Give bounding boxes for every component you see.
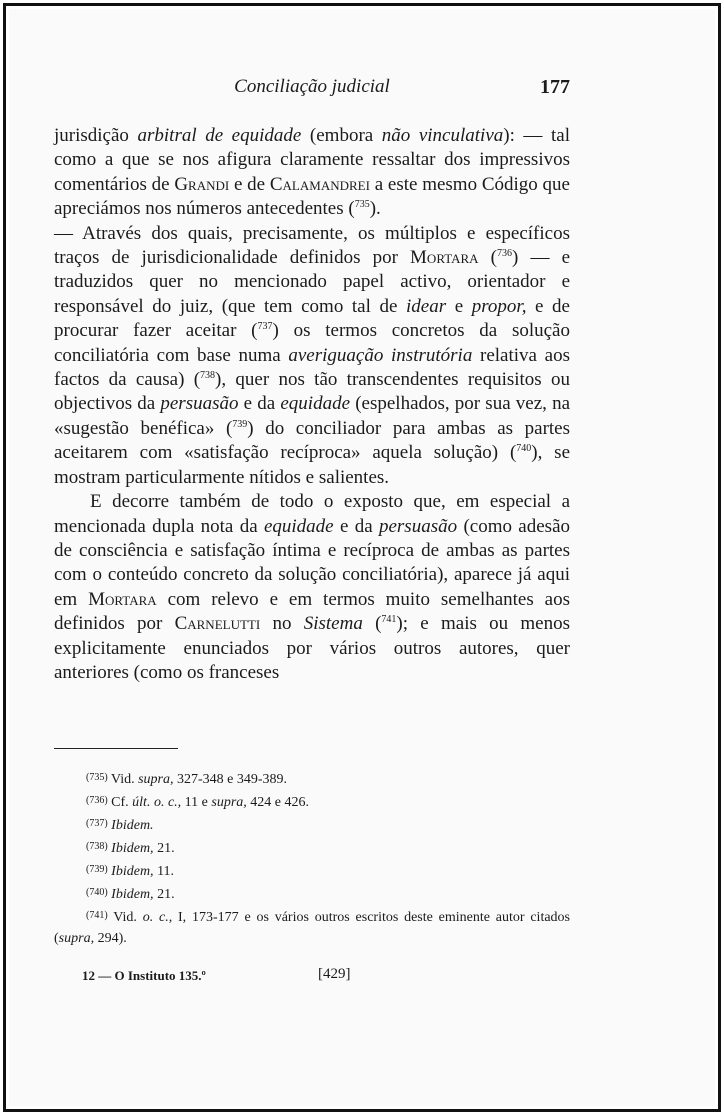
italic-run: supra, [211, 795, 247, 810]
text-run: I, 173-177 e os vários outros escritos deste eminente autor citados ( [54, 910, 570, 946]
text-run: ), se mostram particularmente nítidos e salientes. [54, 442, 571, 488]
text-run: com relevo e em termos muito semelhantes aos definidos por [54, 588, 570, 635]
paragraph-2 [54, 222, 570, 490]
body-text [54, 124, 570, 685]
text-run: e [446, 295, 472, 317]
footnote-735 [54, 767, 570, 790]
page-footer [82, 966, 502, 986]
text-run: Cf. [111, 795, 133, 810]
footnote-mark: (739) [86, 864, 108, 875]
footnote-740 [54, 882, 570, 905]
text-run: ( [478, 247, 498, 269]
text-run: 327-348 e 349-389. [173, 772, 288, 787]
text-run: (embora [301, 125, 382, 146]
italic-run: não vinculativa [381, 125, 504, 146]
paragraph-3 [54, 490, 570, 685]
footnote-ref: 737 [257, 321, 273, 333]
text-run: ( [362, 613, 382, 635]
footnote-ref: 735 [354, 199, 370, 211]
italic-run: propor, [471, 295, 527, 317]
footnote-739 [54, 859, 570, 882]
footnote-mark: (740) [86, 887, 108, 898]
text-run: 11 e [181, 795, 212, 810]
footnote-ref: 738 [200, 370, 216, 382]
running-title: Conciliação judicial [234, 76, 390, 97]
italic-run: últ. o. c., [132, 795, 182, 810]
footnote-ref: 741 [381, 614, 397, 626]
footnote-741 [54, 905, 570, 949]
author-name: Mortara [88, 588, 157, 610]
italic-run: supra, [58, 931, 95, 946]
italic-run: supra, [138, 772, 174, 787]
text-run: e de procurar fazer aceitar ( [54, 295, 570, 342]
italic-run: persuasão [160, 393, 239, 415]
italic-run: Ibidem. [111, 818, 154, 833]
italic-run: Ibidem, [111, 841, 154, 856]
text-run: ): — tal como a que se nos afigura claramente ressaltar dos impressivos comentários de [54, 125, 570, 195]
italic-run: idear [406, 295, 447, 317]
italic-run: persuasão [378, 515, 458, 537]
footnote-737 [54, 813, 570, 836]
italic-run: Ibidem, [111, 864, 154, 879]
text-run: e da [238, 393, 281, 415]
italic-run: o. c., [142, 910, 173, 925]
italic-run: arbitral de equidade [137, 125, 302, 146]
text-run: ) — e traduzidos quer no mencionado papel activo, orientador e responsável do juiz, (que tem como tal de [54, 247, 571, 317]
text-run: ) do conciliador para ambas as partes aceitarem com «satisfação recíproca» aquela solução) ( [54, 417, 571, 464]
paragraph-1 [54, 124, 570, 222]
footnote-mark: (737) [86, 818, 108, 829]
footnote-mark: (735) [86, 772, 108, 783]
italic-run: averiguação instrutória [288, 344, 473, 366]
author-name: Grandi [174, 173, 230, 195]
text-run: 294). [94, 931, 127, 946]
italic-run: equidade [280, 393, 351, 415]
text-run: 11. [153, 864, 175, 879]
text-run: — Através dos quais, precisamente, os múltiplos e específicos traços de jurisdicionalidade definidos por [54, 222, 570, 269]
footnote-mark: (741) [86, 910, 108, 921]
signature-mark: 12 — O Instituto 135.º [82, 968, 206, 983]
original-page-number: [429] [318, 966, 351, 982]
text-run: ). [369, 198, 381, 220]
text-run: no [260, 613, 304, 635]
author-name: Calamandrei [269, 173, 370, 195]
text-run: 424 e 426. [246, 795, 309, 810]
author-name: Mortara [410, 247, 479, 269]
text-run: ), quer nos tão transcendentes requisitos ou objectivos da [54, 369, 570, 415]
text-run: Vid. [113, 910, 143, 925]
running-header [54, 76, 570, 102]
text-run: (espelhados, por sua vez, na «sugestão benéfica» ( [54, 393, 571, 439]
author-name: Carnelutti [174, 613, 261, 635]
footnote-separator [54, 748, 178, 749]
text-run: a este mesmo Código que apreciámos nos números antecedentes ( [54, 173, 570, 220]
footnote-ref: 739 [232, 418, 248, 430]
footnote-ref: 736 [497, 248, 513, 260]
italic-run: Sistema [303, 613, 363, 635]
text-run: E decorre também de todo o exposto que, em especial a mencionada dupla nota da [54, 491, 570, 537]
text-run: ) os termos concretos da solução conciliatória com base numa [54, 320, 570, 366]
text-run: jurisdição [54, 125, 138, 146]
text-run: e de [229, 173, 270, 195]
text-run: 21. [153, 887, 175, 902]
page-number: 177 [540, 76, 570, 98]
text-run: e da [333, 515, 379, 537]
italic-run: equidade [263, 515, 334, 537]
footnote-738 [54, 836, 570, 859]
footnote-736 [54, 790, 570, 813]
footnotes [54, 767, 570, 949]
footnote-ref: 740 [516, 443, 532, 455]
italic-run: Ibidem, [111, 887, 154, 902]
footnote-mark: (736) [86, 795, 108, 806]
footnote-mark: (738) [86, 841, 108, 852]
text-run: Vid. [110, 772, 139, 787]
text-run: ); e mais ou menos explicitamente enunciados por vários outros autores, quer anteriores (como os franceses [54, 613, 571, 683]
text-run: (como adesão de consciência e satisfação íntima e recíproca de ambas as partes com o conteúdo concreto da solução conciliatória), aparece já aqui em [54, 515, 570, 610]
text-run: relativa aos factos da causa) ( [54, 344, 570, 391]
text-run: 21. [153, 841, 175, 856]
